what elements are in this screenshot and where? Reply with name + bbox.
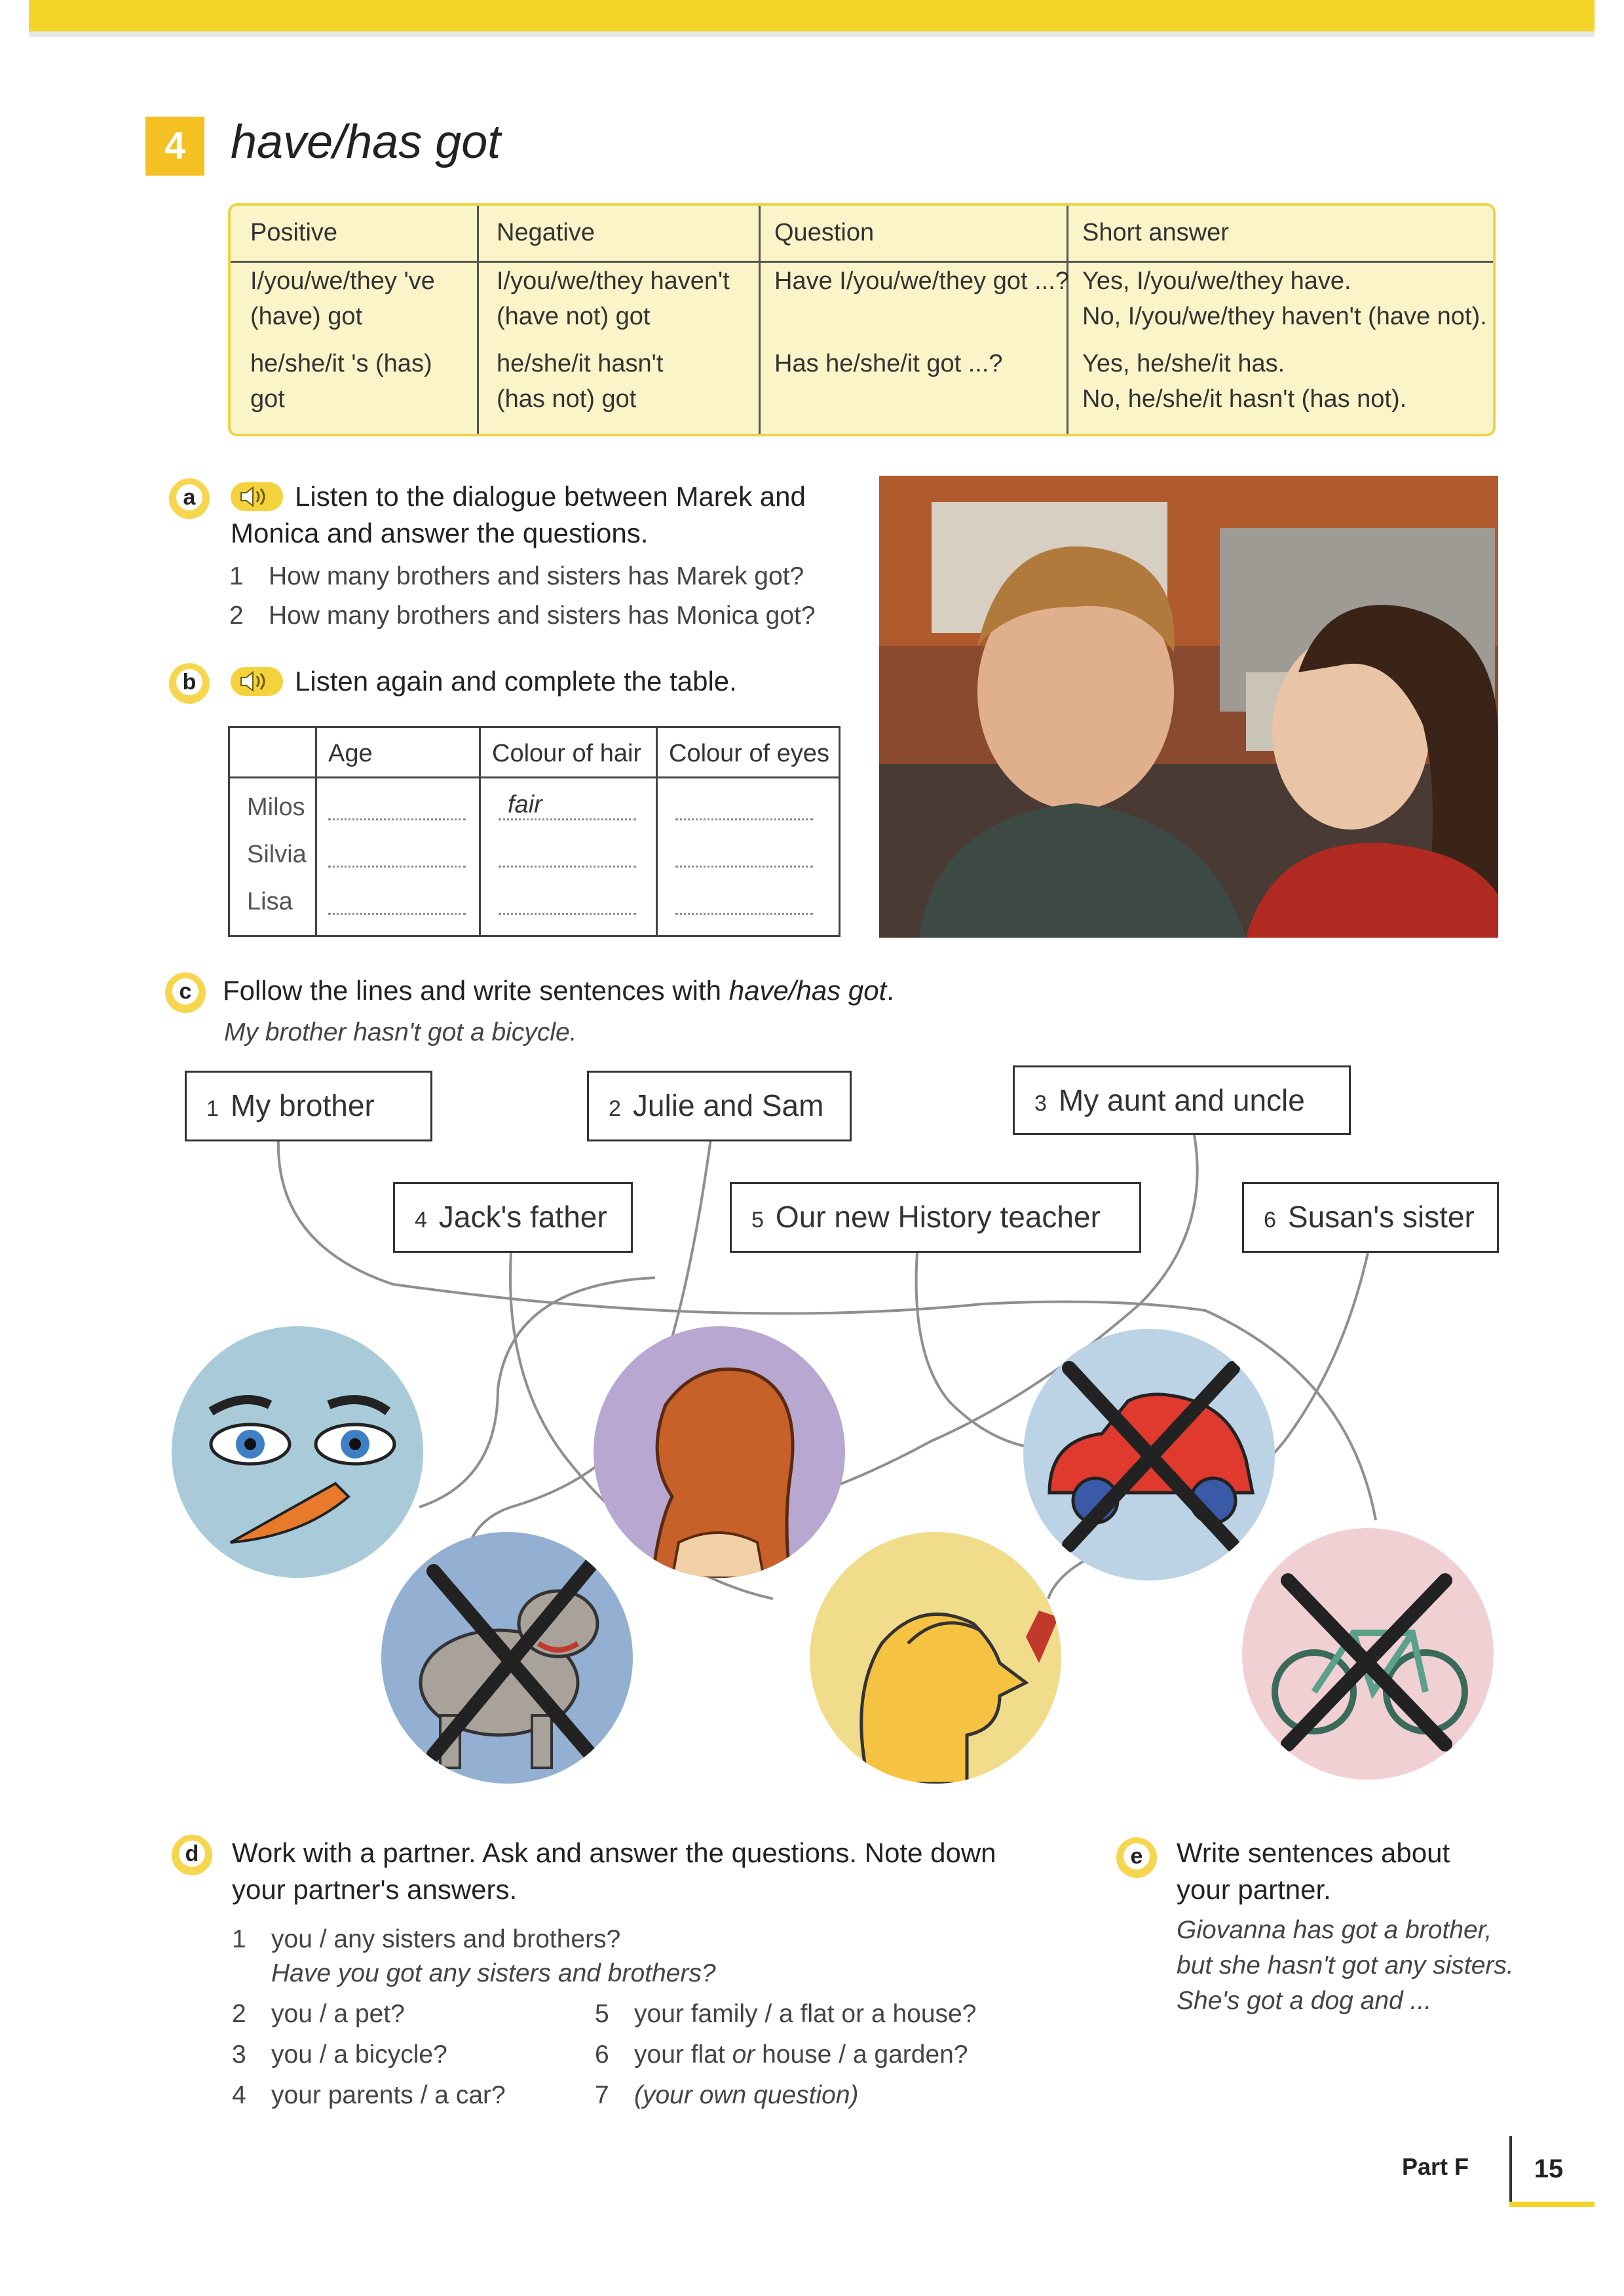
cell-positive-2b: got (250, 385, 285, 413)
page-number: 15 (1509, 2136, 1585, 2202)
box-label: My aunt and uncle (1058, 1083, 1305, 1117)
exercise-c-example: My brother hasn't got a bicycle. (224, 1018, 577, 1046)
cell-short-1b: No, I/you/we/they haven't (have not). (1082, 303, 1487, 330)
exercise-e-example-line1: Giovanna has got a brother, (1177, 1916, 1492, 1944)
connect-box-julie-and-sam (587, 1071, 852, 1141)
exercise-e-example-line2: but she hasn't got any sisters. (1177, 1951, 1514, 1980)
listening-header-hair: Colour of hair (492, 740, 642, 767)
section-number: 4 (145, 117, 204, 176)
connect-box-my-brother (185, 1071, 432, 1141)
exercise-d-q2-number: 2 (232, 2000, 246, 2028)
exercise-a-letter: a (176, 484, 202, 510)
connect-box-jacks-father (393, 1182, 633, 1253)
listening-name-1: Milos (247, 794, 305, 821)
exercise-c-letter: c (172, 978, 198, 1004)
exercise-d-q1-answer: Have you got any sisters and brothers? (271, 1959, 716, 1987)
listening-example-answer: fair (508, 791, 542, 818)
header-positive: Positive (250, 219, 338, 246)
exercise-d-q7: (your own question) (634, 2081, 859, 2109)
footer-accent-line (1509, 2202, 1595, 2207)
box-label: Susan's sister (1287, 1200, 1475, 1234)
exercise-d-q5: your family / a flat or a house? (634, 2000, 977, 2028)
exercise-e-letter: e (1124, 1843, 1150, 1869)
cell-positive-1a: I/you/we/they 've (250, 267, 435, 295)
picture-long-nose (810, 1532, 1061, 1784)
exercise-d-instruction-line1: Work with a partner. Ask and answer the questions. Note down (232, 1837, 996, 1868)
picture-red-hair (594, 1326, 845, 1578)
picture-crossed-dog (381, 1532, 633, 1784)
exercise-d-q1: you / any sisters and brothers? (271, 1925, 621, 1953)
exercise-e-instruction-line2: your partner. (1177, 1874, 1331, 1905)
cell-negative-1b: (have not) got (497, 303, 651, 330)
cell-question-2: Has he/she/it got ...? (774, 350, 1003, 377)
cell-short-1a: Yes, I/you/we/they have. (1082, 267, 1351, 295)
exercise-d-q7-number: 7 (595, 2081, 609, 2109)
exercise-a-q2-number: 2 (229, 602, 244, 630)
box-number: 4 (415, 1208, 427, 1233)
exercise-d-q3: you / a bicycle? (271, 2040, 447, 2069)
picture-crossed-car (1023, 1329, 1275, 1580)
box-number: 2 (609, 1096, 621, 1121)
header-negative: Negative (497, 219, 595, 246)
box-label: Julie and Sam (632, 1088, 824, 1122)
box-number: 1 (206, 1096, 219, 1121)
footer-part-label: Part F (1402, 2153, 1469, 2180)
cell-negative-1a: I/you/we/they haven't (497, 267, 730, 295)
connect-box-history-teacher (730, 1182, 1141, 1253)
exercise-a-q1-number: 1 (229, 562, 244, 590)
exercise-b-instruction: Listen again and complete the table. (295, 666, 737, 697)
exercise-d-q1-number: 1 (232, 1925, 246, 1953)
exercise-d-letter: d (179, 1841, 205, 1867)
listening-header-age: Age (328, 740, 373, 767)
exercise-a-instruction-line2: Monica and answer the questions. (231, 518, 649, 548)
cell-question-1: Have I/you/we/they got ...? (774, 267, 1069, 295)
exercise-e-example-line3: She's got a dog and ... (1177, 1987, 1432, 2015)
box-number: 3 (1034, 1091, 1047, 1116)
cell-negative-2b: (has not) got (497, 385, 637, 413)
exercise-e-badge (1116, 1837, 1157, 1878)
exercise-d-q3-number: 3 (232, 2040, 246, 2069)
exercise-c-instruction: Follow the lines and write sentences with have/has got. (223, 975, 894, 1006)
cell-positive-2a: he/she/it 's (has) (250, 350, 432, 377)
exercise-d-q5-number: 5 (595, 2000, 609, 2028)
header-question: Question (774, 219, 875, 246)
exercise-d-q6-number: 6 (595, 2040, 609, 2069)
cell-positive-1b: (have) got (250, 303, 363, 330)
cell-short-2a: Yes, he/she/it has. (1082, 350, 1285, 377)
cell-negative-2a: he/she/it hasn't (497, 350, 664, 377)
exercise-a-instruction-line1: Listen to the dialogue between Marek and (295, 481, 806, 512)
exercise-d-q4-number: 4 (232, 2081, 246, 2109)
box-label: Jack's father (438, 1200, 607, 1234)
connect-box-susans-sister (1242, 1182, 1499, 1253)
exercise-d-q6: your flat or house / a garden? (634, 2040, 968, 2069)
section-title: have/has got (231, 116, 501, 168)
exercise-d-q4: your parents / a car? (271, 2081, 506, 2109)
exercise-d-instruction-line2: your partner's answers. (232, 1874, 518, 1905)
connect-box-aunt-and-uncle (1013, 1065, 1351, 1135)
exercise-d-badge (172, 1835, 212, 1875)
listening-name-3: Lisa (247, 888, 293, 915)
listening-name-2: Silvia (247, 841, 307, 868)
box-number: 5 (751, 1208, 764, 1233)
box-label: My brother (230, 1088, 375, 1122)
cell-short-2b: No, he/she/it hasn't (has not). (1082, 385, 1407, 413)
exercise-e-instruction-line1: Write sentences about (1177, 1837, 1450, 1868)
listening-header-eyes: Colour of eyes (669, 740, 830, 767)
exercise-b-letter: b (176, 669, 202, 695)
exercise-a-q1-text: How many brothers and sisters has Marek got? (269, 562, 804, 590)
header-short-answer: Short answer (1082, 219, 1229, 246)
box-label: Our new History teacher (775, 1200, 1101, 1234)
exercise-a-q2-text: How many brothers and sisters has Monica got? (269, 602, 816, 630)
box-number: 6 (1264, 1208, 1276, 1233)
exercise-d-q2: you / a pet? (271, 2000, 405, 2028)
picture-blue-eyes-big-nose (172, 1326, 423, 1578)
picture-crossed-bicycle (1242, 1528, 1494, 1780)
